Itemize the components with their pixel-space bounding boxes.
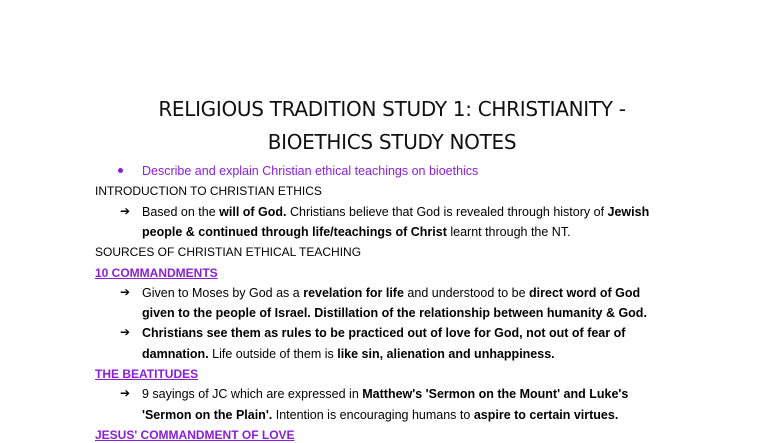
- beatitudes-bullet-line-1: 9 sayings of JC which are expressed in Matthew's 'Sermon on the Mount' and Luke's: [142, 387, 629, 401]
- commandments-bullet-2-line-2: damnation. Life outside of them is like sin, alienation and unhappiness.: [142, 347, 555, 361]
- commandments-bullet-1-line-2: given to the people of Israel. Distillation of the relationship between humanity & God.: [142, 306, 647, 320]
- love-commandment-link[interactable]: JESUS' COMMANDMENT OF LOVE: [95, 428, 295, 442]
- intro-bullet-line-1: Based on the will of God. Christians believe that God is revealed through history of Jewish: [142, 205, 650, 219]
- objective-text: Describe and explain Christian ethical teachings on bioethics: [142, 164, 479, 178]
- commandments-link[interactable]: 10 COMMANDMENTS: [95, 266, 218, 280]
- sources-heading: SOURCES OF CHRISTIAN ETHICAL TEACHING: [95, 245, 362, 259]
- document-title-line-1: RELIGIOUS TRADITION STUDY 1: CHRISTIANITY -: [158, 97, 626, 121]
- intro-bullet-line-2: people & continued through life/teachings of Christ learnt through the NT.: [142, 225, 571, 239]
- arrow-right-icon: ➔: [120, 285, 131, 299]
- beatitudes-link[interactable]: THE BEATITUDES: [95, 367, 199, 381]
- arrow-right-icon: ➔: [120, 204, 131, 218]
- bullet-dot-icon: [118, 168, 123, 173]
- document-title-line-2: BIOETHICS STUDY NOTES: [267, 130, 517, 154]
- arrow-right-icon: ➔: [120, 386, 131, 400]
- intro-heading: INTRODUCTION TO CHRISTIAN ETHICS: [95, 184, 322, 198]
- arrow-right-icon: ➔: [120, 325, 131, 339]
- beatitudes-bullet-line-2: 'Sermon on the Plain'. Intention is encouraging humans to aspire to certain virtues.: [142, 408, 619, 422]
- commandments-bullet-1-line-1: Given to Moses by God as a revelation for life and understood to be direct word of God: [142, 286, 641, 300]
- commandments-bullet-2-line-1: Christians see them as rules to be practiced out of love for God, not out of fear of: [142, 326, 626, 340]
